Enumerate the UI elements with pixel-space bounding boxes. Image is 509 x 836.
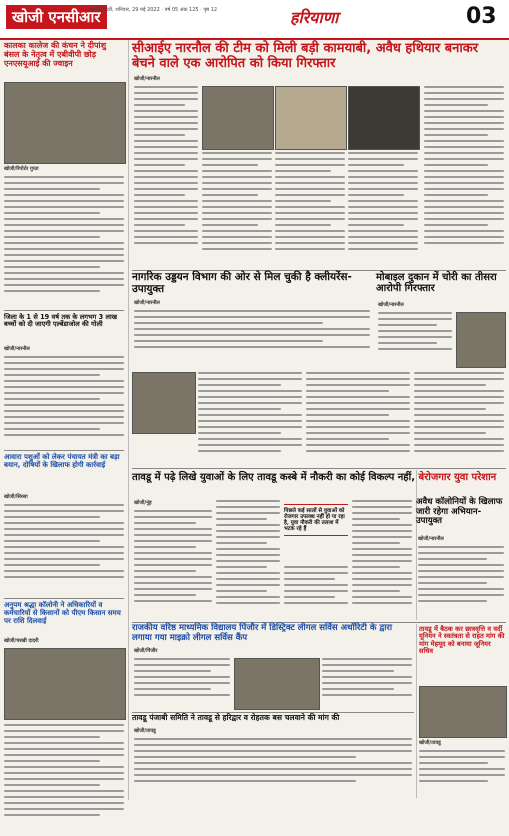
illegal-colonies-byline: खोजी/नारनौल [418, 536, 444, 542]
unemployment-pull-quote: पिछले कई सालों से युवाओं को रोजगार उपलब्ध नहीं हो पा रहा है, युवा नौकरी की तलाश में भटक रहे हैं [284, 504, 348, 536]
story4-body [4, 724, 124, 836]
aviation-byline: खोजी/नारनौल [134, 300, 160, 306]
bus-demand-body [134, 738, 412, 798]
legal-camp-body [134, 658, 230, 710]
illegal-colonies-body [418, 546, 504, 620]
legal-camp-byline: खोजी/पिंजौर [134, 648, 158, 654]
mid-row-2 [132, 370, 506, 466]
lead-byline: खोजी/नारनौल [134, 76, 160, 82]
union-meeting-headline: तावडू में बैठक कर छात्रवृत्ति व वर्दी यूनियन ने स्वतंत्रता से राहत मांग की मांग मेहमूद को बनाया जूनियर सचिव [419, 625, 505, 656]
lead-photo-2 [275, 86, 347, 150]
illegal-colonies-headline: अवैध कॉलोनियों के खिलाफ जारी रहेगा अभियान-उपायुक्त [416, 497, 503, 527]
aviation-story [132, 272, 372, 368]
lead-photo-3 [348, 86, 420, 150]
lead-story [132, 40, 506, 268]
lead-body-col1 [134, 86, 198, 264]
newspaper-logo: खोजी एनसीआर [6, 5, 107, 29]
unemployment-body-col4 [352, 500, 412, 620]
unemployment-body-col2 [216, 500, 280, 620]
mid-row-text-3 [414, 372, 504, 464]
masthead [0, 0, 509, 40]
unemployment-byline: खोजी/नूंह [134, 500, 152, 506]
aviation-photo [132, 372, 196, 434]
aviation-body [134, 310, 370, 366]
unemployment-headline-part1: तावडू में पढ़े लिखे युवाओं के लिए तावडू कस्बे में नौकरी का कोई विकल्प नहीं, [132, 472, 419, 483]
story4-byline: खोजी/चरखी दादरी [4, 638, 39, 644]
mid-row-text-2 [306, 372, 410, 464]
bus-demand-headline: तावडू पंजाबी समिति ने तावडू से हरिद्वार व रोहतक बस चलवाने की मांग की [132, 713, 340, 722]
story1-body [4, 176, 124, 306]
legal-camp-headline: राजकीय वरिष्ठ माध्यमिक विद्यालय पिंजौर में डिस्ट्रिक्ट लीगल सर्विस अथॉरिटी के द्वारा लगाया गया माइक्रो लीगल सर्विस कैंप [132, 623, 393, 643]
issue-meta: चरखी दादरी, शनिवार, 29 मई 2022 · वर्ष 05 अंक 125 · पृष्ठ 12 [90, 7, 218, 13]
story3-headline: आवारा पशुओं को लेकर पंचायत मंत्री का बड़ा बयान, दोषियों के खिलाफ होगी कार्रवाई [4, 453, 120, 469]
lead-body-col5 [424, 86, 504, 264]
mobile-theft-story [376, 272, 506, 368]
story4-headline: अनुपम श्रद्धा कॉलोनी ने अधिकारियों व कर्मचारियों से किसानों को पीएम किसान समय पर राशि दिलवाई [4, 601, 121, 625]
mobile-body [378, 312, 452, 366]
mobile-headline: मोबाइल दुकान में चोरी का तीसरा आरोपी गिरफ्तार [376, 272, 497, 295]
unemployment-body-col3 [284, 566, 348, 620]
mobile-byline: खोजी/नारनौल [378, 302, 404, 308]
left-column [0, 40, 129, 800]
section-title: हरियाणा [290, 8, 339, 27]
page-number: 03 [466, 4, 497, 29]
lead-photo-1 [202, 86, 274, 150]
aviation-headline: नागरिक उड्डयन विभाग की ओर से मिल चुकी है क्लीयरेंस-उपायुक्त [132, 271, 352, 295]
illegal-colonies-story-inner [414, 498, 506, 622]
union-meeting-photo [419, 686, 507, 738]
lead-body-col2 [202, 152, 272, 264]
legal-camp-story [132, 624, 414, 710]
lead-body-col4 [348, 152, 418, 264]
union-meeting-body [419, 750, 505, 796]
story1-byline: खोजी/रिपोर्टर गुप्ता [4, 166, 39, 172]
lead-headline: सीआईए नारनौल की टीम को मिली बड़ी कामयाबी, अवैध हथियार बनाकर बेचने वाले एक आरोपित को किया गिरफ्तार [132, 41, 479, 71]
bus-demand-story [132, 714, 414, 798]
story3-byline: खोजी/सिरसा [4, 494, 28, 500]
union-meeting-story [416, 624, 507, 798]
mid-row-text-1 [198, 372, 302, 464]
story2-body [4, 356, 124, 446]
story1-headline: कालका कालेज की कंचन ने दीपांशु बंसल के नेतृत्व में एबीवीपी छोड़ एनएसयूआई की ज्वाइन [4, 41, 107, 68]
union-meeting-byline: खोजी/तावडू [419, 740, 441, 746]
legal-camp-photo [234, 658, 320, 710]
unemployment-headline-part2: बेरोजगार युवा परेशान [418, 472, 497, 483]
lead-body-col3 [275, 152, 345, 264]
story1-photo [4, 82, 126, 164]
bus-demand-byline: खोजी/तावडू [134, 728, 156, 734]
story2-byline: खोजी/नारनौल [4, 346, 30, 352]
legal-camp-body-2 [322, 658, 412, 710]
mobile-story-photo [456, 312, 506, 368]
story2-headline: जिला के 1 से 19 वर्ष तक के लगभग 3 लाख बच्चों को दी जाएगी एल्बेंडाजोल की गोली [4, 313, 118, 329]
story4-photo [4, 648, 126, 720]
unemployment-body-col1 [134, 510, 212, 620]
story3-body [4, 504, 124, 594]
